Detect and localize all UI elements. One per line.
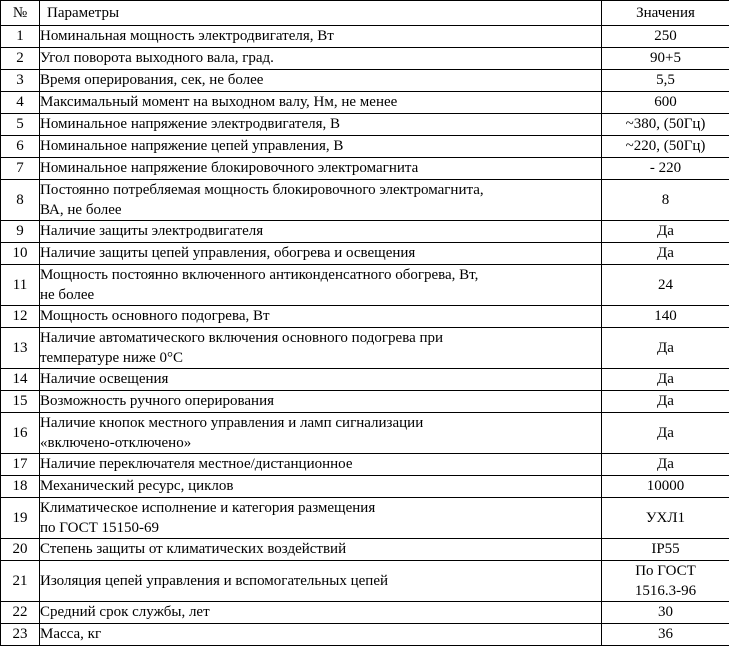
row-parameter-line: Наличие переключателя местное/дистанционное xyxy=(40,456,353,473)
row-number: 16 xyxy=(1,413,40,454)
table-row xyxy=(1,454,729,476)
table-row xyxy=(1,180,729,221)
row-parameter-line: Наличие кнопок местного управления и ламп сигнализации xyxy=(40,415,424,432)
row-value-line: 90+5 xyxy=(650,50,681,67)
row-value-line: 5,5 xyxy=(656,72,675,89)
row-value xyxy=(602,391,729,413)
row-parameter-line: Наличие автоматического включения основного подогрева при xyxy=(40,330,444,347)
table-row xyxy=(1,602,729,624)
row-value xyxy=(602,454,729,476)
row-value-line: Да xyxy=(657,371,674,388)
row-value-line: По ГОСТ xyxy=(635,563,696,580)
row-parameter xyxy=(40,221,602,243)
table-header-row xyxy=(1,1,729,26)
row-parameter xyxy=(40,48,602,70)
row-parameter-line: Масса, кг xyxy=(40,626,102,643)
row-value-line: 30 xyxy=(658,604,673,621)
row-value-line: - 220 xyxy=(649,160,682,177)
row-number: 20 xyxy=(1,539,40,561)
row-number: 6 xyxy=(1,136,40,158)
row-number: 23 xyxy=(1,624,40,646)
row-value-line: Да xyxy=(657,393,674,410)
table-row xyxy=(1,498,729,539)
row-parameter xyxy=(40,413,602,454)
table-row xyxy=(1,70,729,92)
row-parameter-line: ВА, не более xyxy=(40,201,122,218)
table-row xyxy=(1,243,729,265)
row-parameter-line: Номинальное напряжение электродвигателя, В xyxy=(40,116,340,133)
table-row xyxy=(1,369,729,391)
row-parameter-line: Время оперирования, сек, не более xyxy=(40,72,264,89)
row-value-line: Да xyxy=(657,424,674,441)
row-parameter-line: Номинальное напряжение блокировочного электромагнита xyxy=(40,160,419,177)
row-value-line: 250 xyxy=(654,28,677,45)
row-parameter xyxy=(40,328,602,369)
row-parameter-line: Мощность постоянно включенного антиконденсатного обогрева, Вт, xyxy=(40,267,479,284)
row-parameter xyxy=(40,602,602,624)
row-value xyxy=(602,306,729,328)
row-value xyxy=(602,369,729,391)
row-parameter xyxy=(40,136,602,158)
row-parameter-line: Постоянно потребляемая мощность блокировочного электромагнита, xyxy=(40,182,484,199)
table-row xyxy=(1,539,729,561)
table-body xyxy=(1,1,729,646)
row-parameter-line: Номинальная мощность электродвигателя, Вт xyxy=(40,28,334,45)
row-parameter-line: Угол поворота выходного вала, град. xyxy=(40,50,274,67)
row-value-line: 600 xyxy=(654,94,677,111)
row-parameter-line: «включено-отключено» xyxy=(40,434,192,451)
row-value-line: 8 xyxy=(661,191,670,208)
row-value xyxy=(602,476,729,498)
row-number: 2 xyxy=(1,48,40,70)
row-number: 8 xyxy=(1,180,40,221)
row-value-line: 10000 xyxy=(646,478,685,495)
row-parameter xyxy=(40,26,602,48)
row-number: 5 xyxy=(1,114,40,136)
row-value xyxy=(602,539,729,561)
row-number: 3 xyxy=(1,70,40,92)
row-value xyxy=(602,26,729,48)
row-value-line: Да xyxy=(657,456,674,473)
row-value-line: Да xyxy=(657,339,674,356)
row-number: 13 xyxy=(1,328,40,369)
table-row xyxy=(1,476,729,498)
table-row xyxy=(1,413,729,454)
row-value-line: Да xyxy=(657,223,674,240)
row-parameter-line: Изоляция цепей управления и вспомогательных цепей xyxy=(40,572,389,589)
row-parameter xyxy=(40,180,602,221)
row-value xyxy=(602,92,729,114)
row-number: 12 xyxy=(1,306,40,328)
row-number: 1 xyxy=(1,26,40,48)
table-row xyxy=(1,114,729,136)
row-parameter-line: Климатическое исполнение и категория размещения xyxy=(40,500,376,517)
row-parameter-line: по ГОСТ 15150-69 xyxy=(40,519,160,536)
row-value xyxy=(602,624,729,646)
row-number: 15 xyxy=(1,391,40,413)
row-value xyxy=(602,413,729,454)
table-row xyxy=(1,391,729,413)
row-number: 7 xyxy=(1,158,40,180)
row-value-line: ~380, (50Гц) xyxy=(625,116,706,133)
row-parameter-line: Наличие освещения xyxy=(40,371,169,388)
row-number: 18 xyxy=(1,476,40,498)
row-number: 10 xyxy=(1,243,40,265)
row-parameter-line: Наличие защиты электродвигателя xyxy=(40,223,264,240)
table-row xyxy=(1,328,729,369)
row-value xyxy=(602,265,729,306)
table-row xyxy=(1,92,729,114)
row-parameter xyxy=(40,391,602,413)
row-value xyxy=(602,602,729,624)
row-parameter-line: Возможность ручного оперирования xyxy=(40,393,275,410)
header-number: № xyxy=(1,1,40,26)
row-value-line: 36 xyxy=(658,626,673,643)
row-value-line: ~220, (50Гц) xyxy=(625,138,706,155)
table-row xyxy=(1,26,729,48)
row-number: 21 xyxy=(1,561,40,602)
table-row xyxy=(1,561,729,602)
row-parameter xyxy=(40,92,602,114)
row-value xyxy=(602,158,729,180)
table-row xyxy=(1,48,729,70)
row-parameter-line: Наличие защиты цепей управления, обогрева и освещения xyxy=(40,245,416,262)
row-value xyxy=(602,328,729,369)
header-parameter: Параметры xyxy=(40,1,602,26)
row-value xyxy=(602,114,729,136)
row-parameter-line: Номинальное напряжение цепей управления, В xyxy=(40,138,344,155)
row-value xyxy=(602,561,729,602)
row-number: 14 xyxy=(1,369,40,391)
row-value-line: УХЛ1 xyxy=(645,509,686,526)
row-number: 11 xyxy=(1,265,40,306)
row-parameter xyxy=(40,158,602,180)
row-parameter-line: температуре ниже 0°С xyxy=(40,349,184,366)
row-value-line: 1516.3-96 xyxy=(634,582,697,599)
row-value-line: 24 xyxy=(658,276,673,293)
row-parameter xyxy=(40,70,602,92)
table-row xyxy=(1,158,729,180)
row-parameter xyxy=(40,243,602,265)
table-row xyxy=(1,136,729,158)
row-value-line: IP55 xyxy=(651,541,680,558)
row-parameter xyxy=(40,624,602,646)
row-parameter-line: Мощность основного подогрева, Вт xyxy=(40,308,270,325)
row-parameter xyxy=(40,476,602,498)
row-parameter-line: Механический ресурс, циклов xyxy=(40,478,234,495)
row-parameter xyxy=(40,265,602,306)
row-parameter xyxy=(40,454,602,476)
row-value xyxy=(602,70,729,92)
table-row xyxy=(1,265,729,306)
row-number: 9 xyxy=(1,221,40,243)
row-parameter xyxy=(40,306,602,328)
row-parameter xyxy=(40,114,602,136)
row-value xyxy=(602,221,729,243)
table-row xyxy=(1,221,729,243)
row-number: 17 xyxy=(1,454,40,476)
table-row xyxy=(1,624,729,646)
row-value xyxy=(602,498,729,539)
row-value xyxy=(602,243,729,265)
row-parameter-line: Степень защиты от климатических воздействий xyxy=(40,541,347,558)
table-row xyxy=(1,306,729,328)
row-value-line: 140 xyxy=(654,308,677,325)
row-parameter xyxy=(40,498,602,539)
row-number: 22 xyxy=(1,602,40,624)
row-parameter xyxy=(40,561,602,602)
row-value xyxy=(602,180,729,221)
row-number: 19 xyxy=(1,498,40,539)
row-parameter-line: Средний срок службы, лет xyxy=(40,604,210,621)
header-value: Значения xyxy=(602,1,729,26)
row-number: 4 xyxy=(1,92,40,114)
row-parameter-line: Максимальный момент на выходном валу, Нм, не менее xyxy=(40,94,398,111)
row-value xyxy=(602,136,729,158)
row-value xyxy=(602,48,729,70)
row-parameter-line: не более xyxy=(40,286,95,303)
row-parameter xyxy=(40,369,602,391)
row-value-line: Да xyxy=(657,245,674,262)
row-parameter xyxy=(40,539,602,561)
